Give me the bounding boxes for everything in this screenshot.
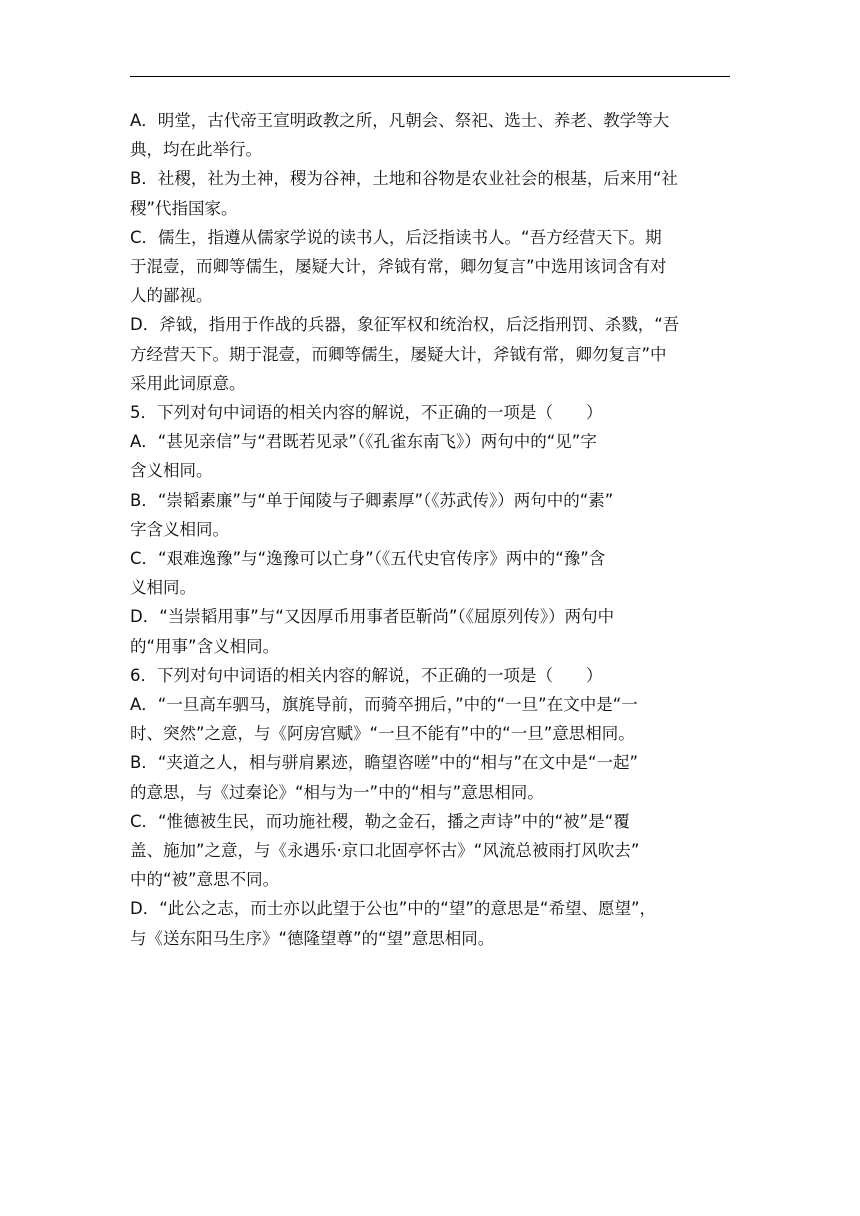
text-line: 义相同。 bbox=[130, 578, 196, 598]
header-rule bbox=[130, 76, 730, 77]
q6-option-b bbox=[130, 748, 730, 806]
text-line: B．“崇韬素廉”与“单于闻陵与子卿素厚”（《苏武传》）两句中的“素” bbox=[130, 490, 614, 510]
q5-option-c bbox=[130, 544, 730, 602]
text-line: D．“当崇韬用事”与“又因厚币用事者臣靳尚”（《屈原列传》）两句中 bbox=[130, 607, 615, 627]
text-line: 字含义相同。 bbox=[130, 519, 229, 539]
q6-option-a bbox=[130, 690, 730, 748]
text-line: A．明堂，古代帝王宣明政教之所，凡朝会、祭祀、选士、养老、教学等大 bbox=[130, 111, 670, 130]
text-line: 方经营天下。期于混壹，而卿等儒生，屡疑大计，斧钺有常，卿勿复言”中 bbox=[130, 344, 667, 364]
text-line: 人的鄙视。 bbox=[130, 286, 213, 306]
text-line: 采用此词原意。 bbox=[130, 373, 246, 393]
text-line: D．“此公之志，而士亦以此望于公也”中的“望”的意思是“希望、愿望”， bbox=[130, 899, 656, 919]
document-body bbox=[130, 106, 730, 953]
q5-option-b bbox=[130, 486, 730, 544]
text-line: 6．下列对句中词语的相关内容的解说，不正确的一项是（ ） bbox=[130, 665, 603, 685]
text-line: B．“夹道之人，相与骈肩累迹，瞻望咨嗟”中的“相与”在文中是“一起” bbox=[130, 753, 639, 773]
text-line: B．社稷，社为土神，稷为谷神，土地和谷物是农业社会的根基，后来用“社 bbox=[130, 169, 678, 189]
q4-option-b bbox=[130, 164, 730, 222]
q5-stem bbox=[130, 398, 730, 427]
text-line: 的“用事”含义相同。 bbox=[130, 636, 280, 656]
text-line: 盖、施加”之意，与《永遇乐·京口北固亭怀古》“风流总被雨打风吹去” bbox=[130, 841, 640, 861]
q6-option-d bbox=[130, 894, 730, 952]
text-line: 5．下列对句中词语的相关内容的解说，不正确的一项是（ ） bbox=[130, 403, 603, 423]
q6-option-c bbox=[130, 807, 730, 895]
q5-option-d bbox=[130, 602, 730, 660]
text-line: C．“惟德被生民，而功施社稷，勒之金石，播之声诗”中的“被”是“覆 bbox=[130, 811, 630, 831]
text-line: C．“艰难逸豫”与“逸豫可以亡身”（《五代史官传序》两中的“豫”含 bbox=[130, 549, 606, 569]
text-line: 与《送东阳马生序》“德隆望尊”的“望”意思相同。 bbox=[130, 928, 495, 948]
text-line: D．斧钺，指用于作战的兵器，象征军权和统治权，后泛指刑罚、杀戮，“吾 bbox=[130, 315, 680, 335]
q4-option-c bbox=[130, 223, 730, 311]
text-line: 的意思，与《过秦论》“相与为一”中的“相与”意思相同。 bbox=[130, 782, 544, 802]
text-line: 含义相同。 bbox=[130, 461, 213, 481]
q4-option-d bbox=[130, 310, 730, 398]
text-line: 典，均在此举行。 bbox=[130, 140, 262, 160]
text-line: C．儒生，指遵从儒家学说的读书人，后泛指读书人。“吾方经营天下。期 bbox=[130, 227, 662, 247]
text-line: A．“一旦高车驷马，旗旄导前，而骑卒拥后，”中的“一旦”在文中是“一 bbox=[130, 695, 638, 715]
q4-option-a bbox=[130, 106, 730, 164]
text-line: 稷”代指国家。 bbox=[130, 198, 238, 218]
text-line: 时、突然”之意，与《阿房宫赋》“一旦不能有”中的“一旦”意思相同。 bbox=[130, 724, 635, 744]
q5-option-a bbox=[130, 427, 730, 485]
text-line: A．“甚见亲信”与“君既若见录”（《孔雀东南飞》）两句中的“见”字 bbox=[130, 432, 597, 452]
text-line: 中的“被”意思不同。 bbox=[130, 870, 280, 890]
q6-stem bbox=[130, 661, 730, 690]
text-line: 于混壹，而卿等儒生，屡疑大计，斧钺有常，卿勿复言”中选用该词含有对 bbox=[130, 257, 667, 277]
